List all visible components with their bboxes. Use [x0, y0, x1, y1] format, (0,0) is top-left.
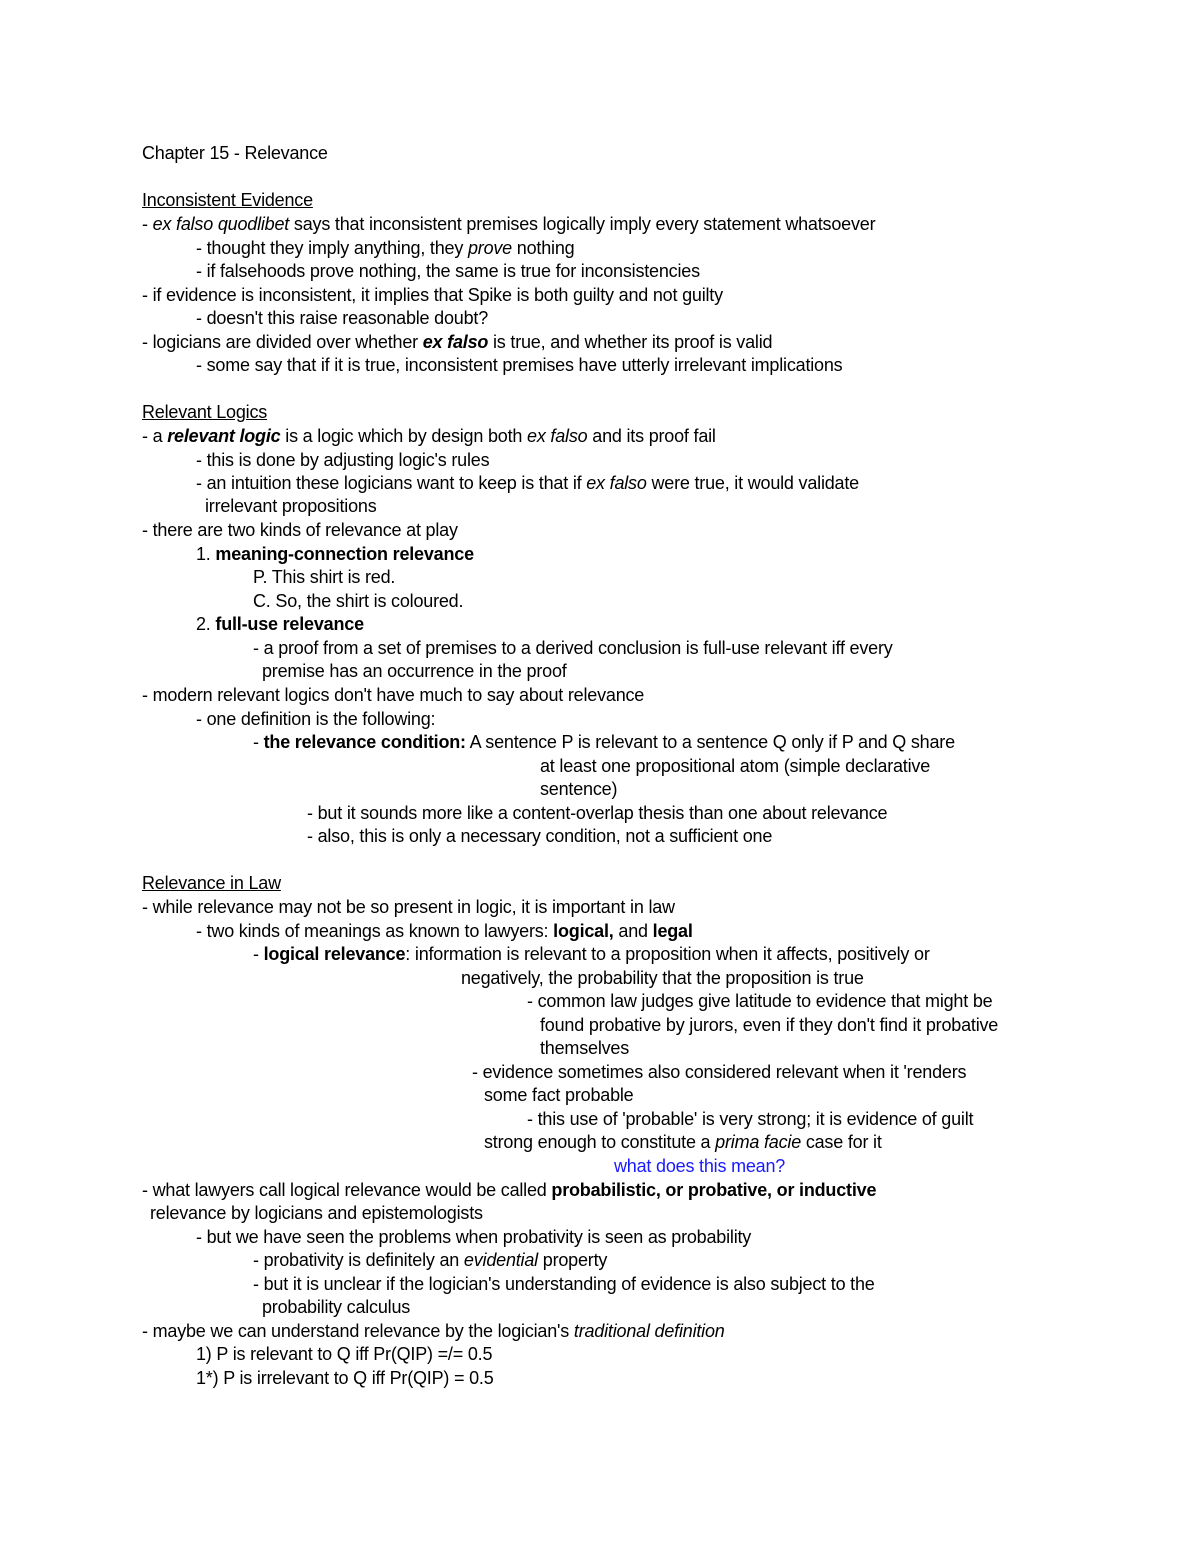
list-item: 1. meaning-connection relevance — [196, 544, 474, 564]
text-line: at least one propositional atom (simple declarative — [540, 756, 931, 776]
text-line: - logical relevance: information is relevant to a proposition when it affects, positively or — [253, 944, 930, 964]
margin-note: what does this mean? — [614, 1156, 786, 1176]
text-line: - an intuition these logicians want to keep is that if ex falso were true, it would validate — [196, 473, 859, 493]
text-line: - some say that if it is true, inconsistent premises have utterly irrelevant implications — [196, 355, 843, 375]
text-line: - thought they imply anything, they prove nothing — [196, 238, 575, 258]
text-line: - if falsehoods prove nothing, the same is true for inconsistencies — [196, 261, 700, 281]
text-line: - if evidence is inconsistent, it implies that Spike is both guilty and not guilty — [142, 285, 723, 305]
text-line: - this is done by adjusting logic's rules — [196, 450, 490, 470]
section-heading-inconsistent-evidence: Inconsistent Evidence — [142, 190, 313, 210]
text-line: - while relevance may not be so present in logic, it is important in law — [142, 897, 675, 917]
text-line: themselves — [540, 1038, 630, 1058]
text-line: - two kinds of meanings as known to lawyers: logical, and legal — [196, 921, 693, 941]
text-line: - probativity is definitely an evidential property — [253, 1250, 608, 1270]
text-line: - but we have seen the problems when probativity is seen as probability — [196, 1227, 752, 1247]
text-line: strong enough to constitute a prima facie case for it — [484, 1132, 882, 1152]
text-line: - logicians are divided over whether ex falso is true, and whether its proof is valid — [142, 332, 773, 352]
text-line: - doesn't this raise reasonable doubt? — [196, 308, 489, 328]
text-line: - what lawyers call logical relevance would be called probabilistic, or probative, or inductive — [142, 1180, 877, 1200]
text-line: C. So, the shirt is coloured. — [253, 591, 464, 611]
text-line: - a relevant logic is a logic which by design both ex falso and its proof fail — [142, 426, 716, 446]
page-title: Chapter 15 - Relevance — [142, 143, 328, 163]
section-heading-relevant-logics: Relevant Logics — [142, 402, 268, 422]
text-line: - maybe we can understand relevance by the logician's traditional definition — [142, 1321, 725, 1341]
text-line: found probative by jurors, even if they don't find it probative — [540, 1015, 999, 1035]
text-line: - the relevance condition: A sentence P is relevant to a sentence Q only if P and Q share — [253, 732, 955, 752]
text-line: - also, this is only a necessary condition, not a sufficient one — [307, 826, 773, 846]
text-line: - common law judges give latitude to evidence that might be — [527, 991, 993, 1011]
text-line: - but it sounds more like a content-overlap thesis than one about relevance — [307, 803, 888, 823]
definition-line: 1) P is relevant to Q iff Pr(QIP) =/= 0.5 — [196, 1344, 493, 1364]
text-line: negatively, the probability that the proposition is true — [461, 968, 864, 988]
section-heading-relevance-in-law: Relevance in Law — [142, 873, 281, 893]
text-line: premise has an occurrence in the proof — [262, 661, 567, 681]
text-line: irrelevant propositions — [205, 496, 377, 516]
text-line: sentence) — [540, 779, 618, 799]
definition-line: 1*) P is irrelevant to Q iff Pr(QIP) = 0.5 — [196, 1368, 494, 1388]
text-line: - but it is unclear if the logician's understanding of evidence is also subject to the — [253, 1274, 875, 1294]
text-line: P. This shirt is red. — [253, 567, 396, 587]
text-line: - this use of 'probable' is very strong; it is evidence of guilt — [527, 1109, 974, 1129]
text-line: - there are two kinds of relevance at play — [142, 520, 458, 540]
text-line: probability calculus — [262, 1297, 411, 1317]
text-line: - modern relevant logics don't have much to say about relevance — [142, 685, 645, 705]
text-line: some fact probable — [484, 1085, 634, 1105]
text-line: - one definition is the following: — [196, 709, 436, 729]
text-line: - ex falso quodlibet says that inconsistent premises logically imply every statement whatsoever — [142, 214, 876, 234]
text-line: - a proof from a set of premises to a derived conclusion is full-use relevant iff every — [253, 638, 893, 658]
list-item: 2. full-use relevance — [196, 614, 364, 634]
text-line: - evidence sometimes also considered relevant when it 'renders — [472, 1062, 967, 1082]
text-line: relevance by logicians and epistemologists — [150, 1203, 483, 1223]
